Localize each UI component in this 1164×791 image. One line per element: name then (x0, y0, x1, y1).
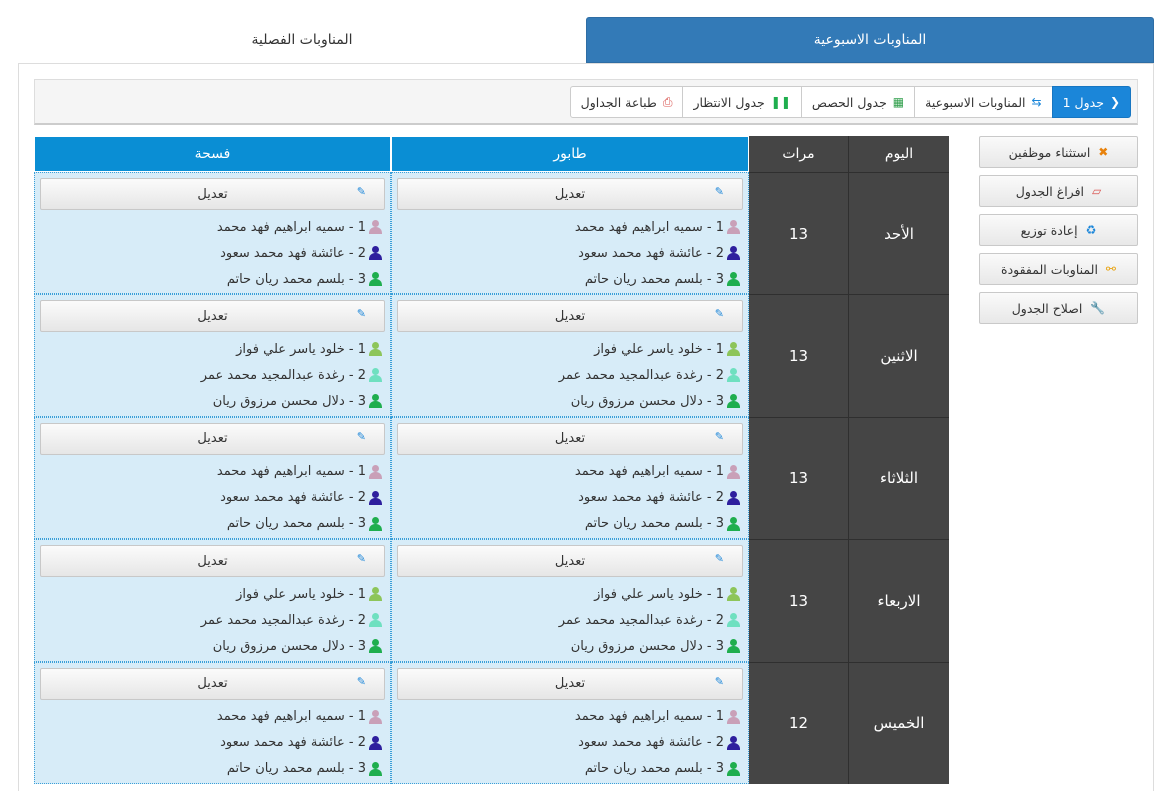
staff-entry (397, 488, 740, 508)
edit-button[interactable] (40, 300, 385, 332)
staff-name: 1 - خلود ياسر علي فواز (594, 341, 724, 357)
edit-label: تعديل (554, 676, 586, 692)
toolbar-button-group (571, 86, 1131, 118)
staff-entry (40, 733, 382, 753)
side-actions (979, 136, 1138, 331)
staff-entry (40, 243, 382, 263)
edit-button[interactable] (397, 668, 743, 700)
user-icon (368, 491, 382, 505)
header-recess: فسحة (34, 136, 391, 172)
staff-entry (397, 462, 740, 482)
tab-semester-shifts[interactable]: المناوبات الفصلية (18, 17, 586, 63)
user-icon (368, 465, 382, 479)
edit-label: تعديل (197, 431, 228, 447)
user-icon (368, 342, 382, 356)
queue-cell (391, 662, 749, 784)
user-icon (368, 394, 382, 408)
user-icon (726, 517, 740, 531)
edit-button[interactable] (397, 423, 743, 455)
staff-name: 2 - عائشة فهد محمد سعود (578, 245, 724, 261)
staff-name: 3 - بلسم محمد ريان حاتم (226, 761, 366, 777)
staff-entry (40, 269, 382, 289)
staff-entry (40, 759, 382, 779)
staff-entry (397, 707, 740, 727)
columns-icon: ❚❚ (770, 95, 791, 109)
queue-cell (391, 172, 749, 294)
queue-cell (391, 417, 749, 539)
fix-table-label: اصلاح الجدول (1011, 300, 1083, 316)
edit-button[interactable] (397, 545, 743, 577)
clear-table-label: افراغ الجدول (1015, 183, 1085, 199)
staff-entry (40, 488, 382, 508)
user-icon (368, 639, 382, 653)
staff-entry (40, 339, 382, 359)
day-count: 13 (749, 540, 849, 661)
staff-name: 1 - سميه ابراهيم فهد محمد (574, 219, 724, 235)
day-row (749, 417, 949, 539)
edit-icon: ✎ (714, 674, 724, 688)
user-remove-icon: ✖ (1098, 145, 1109, 159)
staff-entry (40, 391, 382, 411)
pdf-icon: ⎙ (662, 95, 673, 109)
chevron-left-icon: ❮ (1109, 95, 1120, 109)
queue-cell (391, 294, 749, 416)
staff-name: 2 - رغدة عبدالمجيد محمد عمر (200, 367, 366, 383)
edit-icon: ✎ (356, 307, 366, 321)
eraser-icon: ▱ (1092, 184, 1102, 198)
day-row (749, 172, 949, 294)
day-name: الخميس (873, 714, 925, 733)
staff-entry (397, 584, 740, 604)
staff-entry (397, 391, 740, 411)
redistribute-label: إعادة توزيع (1020, 222, 1078, 238)
day-count: 12 (749, 663, 849, 784)
weekly-shifts-label: المناوبات الاسبوعية (925, 94, 1026, 110)
user-icon (368, 613, 382, 627)
staff-name: 3 - بلسم محمد ريان حاتم (584, 761, 724, 777)
print-tables-label: طباعة الجداول (580, 94, 657, 110)
waiting-table-button[interactable] (682, 86, 801, 118)
edit-icon: ✎ (714, 185, 724, 198)
shifts-table (34, 136, 949, 784)
edit-icon: ✎ (714, 307, 724, 321)
clear-table-button[interactable] (979, 175, 1138, 207)
user-icon (726, 246, 740, 260)
edit-label: تعديل (197, 186, 228, 202)
user-icon (726, 613, 740, 627)
staff-entry (397, 610, 740, 630)
fix-table-button[interactable] (979, 292, 1138, 324)
user-icon (726, 762, 740, 776)
staff-name: 2 - عائشة فهد محمد سعود (220, 735, 366, 751)
weekly-shifts-button[interactable] (914, 86, 1052, 118)
staff-name: 1 - سميه ابراهيم فهد محمد (216, 464, 366, 480)
edit-icon: ✎ (356, 429, 366, 443)
staff-entry (40, 636, 382, 656)
day-count: 13 (749, 173, 849, 294)
day-row (749, 294, 949, 416)
staff-name: 3 - دلال محسن مرزوق ريان (570, 393, 724, 409)
top-tabs (18, 17, 1154, 63)
staff-name: 1 - سميه ابراهيم فهد محمد (216, 219, 366, 235)
user-icon (368, 246, 382, 260)
user-icon (368, 736, 382, 750)
queue-cell (391, 539, 749, 661)
recess-cell (34, 662, 391, 784)
user-icon (726, 587, 740, 601)
staff-name: 1 - سميه ابراهيم فهد محمد (216, 709, 366, 725)
staff-entry (40, 365, 382, 385)
staff-entry (397, 339, 740, 359)
user-icon (726, 639, 740, 653)
missing-shifts-button[interactable] (979, 253, 1138, 285)
periods-table-button[interactable] (801, 86, 915, 118)
user-icon (368, 710, 382, 724)
staff-name: 2 - رغدة عبدالمجيد محمد عمر (200, 612, 366, 628)
print-tables-button[interactable] (570, 86, 684, 118)
edit-button[interactable] (397, 300, 743, 332)
staff-name: 3 - بلسم محمد ريان حاتم (584, 516, 724, 532)
user-icon (726, 465, 740, 479)
staff-entry (397, 269, 740, 289)
periods-table-label: جدول الحصص (811, 94, 887, 110)
staff-entry (397, 733, 740, 753)
edit-label: تعديل (554, 308, 586, 324)
staff-name: 3 - دلال محسن مرزوق ريان (570, 638, 724, 654)
edit-icon: ✎ (714, 552, 724, 566)
user-icon (726, 736, 740, 750)
user-icon (726, 342, 740, 356)
staff-entry (40, 610, 382, 630)
user-icon (726, 220, 740, 234)
header-queue: طابور (391, 136, 749, 172)
edit-button[interactable] (40, 668, 385, 700)
staff-name: 2 - عائشة فهد محمد سعود (220, 490, 366, 506)
user-icon (368, 368, 382, 382)
schedule-label: جدول 1 (1062, 94, 1104, 110)
day-row (749, 539, 949, 661)
staff-name: 1 - سميه ابراهيم فهد محمد (574, 709, 724, 725)
staff-entry (397, 217, 740, 237)
staff-entry (40, 707, 382, 727)
day-row (749, 662, 949, 784)
edit-label: تعديل (197, 553, 228, 569)
staff-name: 3 - بلسم محمد ريان حاتم (584, 271, 724, 287)
staff-name: 1 - سميه ابراهيم فهد محمد (574, 464, 724, 480)
day-name: الثلاثاء (879, 469, 918, 488)
recess-cell (34, 172, 391, 294)
staff-entry (397, 243, 740, 263)
edit-icon: ✎ (356, 552, 366, 566)
day-count: 13 (749, 295, 849, 416)
staff-name: 2 - رغدة عبدالمجيد محمد عمر (558, 612, 724, 628)
user-icon (368, 587, 382, 601)
exclude-employees-button[interactable] (979, 136, 1138, 168)
staff-name: 3 - دلال محسن مرزوق ريان (212, 393, 366, 409)
redistribute-button[interactable] (979, 214, 1138, 246)
user-icon (726, 491, 740, 505)
staff-name: 2 - عائشة فهد محمد سعود (578, 735, 724, 751)
user-icon (726, 710, 740, 724)
staff-name: 3 - بلسم محمد ريان حاتم (226, 516, 366, 532)
user-icon (726, 394, 740, 408)
missing-shifts-label: المناوبات المفقودة (1001, 261, 1098, 277)
toolbar (34, 79, 1138, 125)
edit-icon: ✎ (356, 674, 366, 688)
staff-entry (40, 462, 382, 482)
refresh-icon: ⇆ (1031, 95, 1042, 109)
user-icon (368, 517, 382, 531)
staff-name: 1 - خلود ياسر علي فواز (594, 586, 724, 602)
edit-button[interactable] (40, 545, 385, 577)
staff-name: 2 - عائشة فهد محمد سعود (578, 490, 724, 506)
edit-label: تعديل (197, 308, 228, 324)
staff-name: 1 - خلود ياسر علي فواز (236, 586, 366, 602)
edit-label: تعديل (197, 676, 228, 692)
staff-entry (40, 584, 382, 604)
waiting-table-label: جدول الانتظار (693, 94, 765, 110)
exclude-employees-label: استثناء موظفين (1008, 144, 1091, 160)
user-icon (368, 762, 382, 776)
recess-cell (34, 417, 391, 539)
table-icon: ▦ (892, 95, 905, 109)
schedule-select-button[interactable] (1052, 86, 1131, 118)
staff-entry (397, 636, 740, 656)
staff-entry (40, 217, 382, 237)
staff-entry (397, 514, 740, 534)
recess-cell (34, 294, 391, 416)
edit-label: تعديل (554, 186, 586, 202)
staff-entry (397, 759, 740, 779)
edit-icon: ✎ (356, 185, 366, 198)
edit-button[interactable] (397, 178, 743, 210)
staff-name: 2 - عائشة فهد محمد سعود (220, 245, 366, 261)
staff-entry (397, 365, 740, 385)
edit-button[interactable] (40, 178, 385, 210)
edit-label: تعديل (554, 553, 586, 569)
staff-name: 3 - بلسم محمد ريان حاتم (226, 271, 366, 287)
edit-button[interactable] (40, 423, 385, 455)
staff-name: 2 - رغدة عبدالمجيد محمد عمر (558, 367, 724, 383)
staff-entry (40, 514, 382, 534)
edit-icon: ✎ (714, 429, 724, 443)
day-name: الاثنين (880, 347, 918, 366)
tab-weekly-shifts[interactable]: المناوبات الاسبوعية (586, 17, 1154, 63)
staff-name: 1 - خلود ياسر علي فواز (236, 341, 366, 357)
header-times: مرات (749, 136, 849, 172)
day-count: 13 (749, 418, 849, 539)
recess-cell (34, 539, 391, 661)
user-icon (368, 272, 382, 286)
user-icon (726, 368, 740, 382)
recycle-icon: ♻ (1085, 223, 1097, 237)
day-name: الاربعاء (877, 591, 921, 610)
header-day: اليوم (849, 136, 949, 172)
edit-label: تعديل (554, 431, 586, 447)
staff-name: 3 - دلال محسن مرزوق ريان (212, 638, 366, 654)
wrench-icon: 🔧 (1090, 301, 1106, 315)
day-name: الأحد (884, 224, 914, 243)
broken-link-icon: ⚯ (1105, 262, 1116, 276)
user-icon (726, 272, 740, 286)
user-icon (368, 220, 382, 234)
